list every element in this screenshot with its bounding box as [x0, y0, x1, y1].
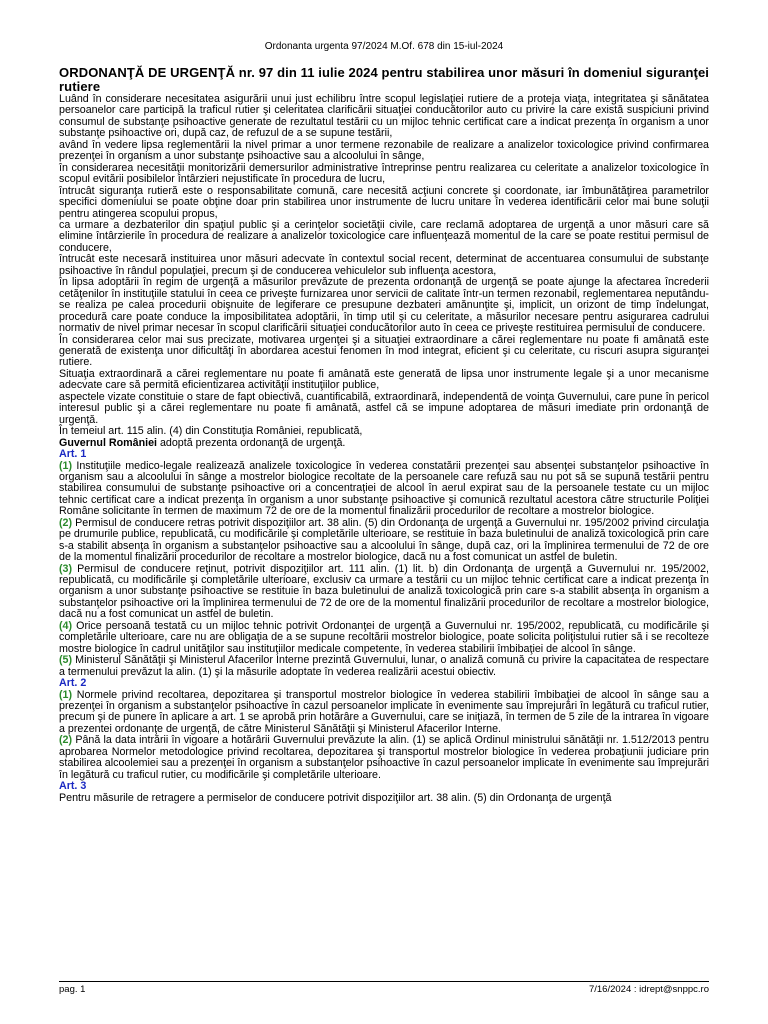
preamble-paragraph: Situaţia extraordinară a cărei reglementare nu poate fi amânată este generată de lipsa unor instrumente legale şi a unor mecanisme adecvate care să permită eficientizarea activităţii instituţiilor publice, — [59, 367, 709, 392]
page-footer — [59, 981, 709, 995]
article-3-heading[interactable]: Art. 3 — [59, 780, 87, 793]
article-paragraph — [59, 735, 709, 781]
paragraph-text: Instituţiile medico-legale realizează analizele toxicologice în vederea constatării prezenţei sau absenţei substanţelor psihoactive în organism sau a alcoolului în sânge a mostrelor biologice recoltate de la persoanele care refuză sau nu pot să se supună testării pentru stabilirea consumului de substanţe psihoactive ori a concentraţiei de alcool în aerul expirat sau de la persoanele testate cu un mijloc tehnic certificat care a indicat prezenţa în organism a unor substanţe psihoactive şi comunică rezultatul acestora către structurile Poliţiei Române solicitante în termen de maximum 72 de ore de la momentul finalizării procedurilor de recoltare a mostrelor biologice. — [59, 459, 709, 518]
article-1-heading[interactable]: Art. 1 — [59, 448, 87, 461]
article-paragraph — [59, 655, 709, 678]
paragraph-number: (1) — [59, 459, 73, 472]
paragraph-number: (2) — [59, 734, 73, 747]
adoption-text: adoptă prezenta ordonanţă de urgenţă. — [157, 436, 346, 449]
paragraph-text: Ministerul Sănătăţii şi Ministerul Afacerilor Interne prezintă Guvernului, lunar, o analiză comună cu privire la capacitatea de respectare a termenului prevăzut la alin. (1) şi la măsurile adoptate în vederea realizării acestui obiectiv. — [59, 654, 709, 678]
article-paragraph: Pentru măsurile de retragere a permiselor de conducere potrivit dispoziţiilor art. 38 alin. (5) din Ordonanţa de urgenţă — [59, 791, 612, 804]
article-2-heading[interactable]: Art. 2 — [59, 677, 87, 690]
preamble-paragraph: în lipsa adoptării în regim de urgenţă a măsurilor prevăzute de prezenta ordonanţă de urgenţă se poate ajunge la afectarea încrederii cetăţenilor în instituţiile statului în ceea ce priveşte furnizarea unor servicii de calitate într-un termen rezonabil, reglementarea neputându-se realiza pe calea procedurii obişnuite de legiferare ce presupune dezbateri amănunţite şi, implicit, un orizont de timp îndelungat, procedură care poate conduce la imposibilitatea adoptării, în timp util şi cu celeritate, a măsurilor necesare pentru asigurarea cadrului normativ de nivel primar necesar în scopul clarificării situaţiei conducătorilor auto în ceea ce priveşte restituirea permisului de conducere. — [59, 276, 709, 335]
preamble-paragraph: În considerarea celor mai sus precizate, motivarea urgenţei şi a situaţiei extraordinare a cărei reglementare nu poate fi amânată este generată de existenţa unor dificultăţi în abordarea acestui fenomen în mod integrat, eficient şi cu celeritate, cu riscuri asupra siguranţei rutiere. — [59, 333, 709, 369]
preamble-paragraph: având în vedere lipsa reglementării la nivel primar a unor termene rezonabile de realizare a analizelor toxicologice privind confirmarea prezenţei în organism a unor substanţe psihoactive sau a alcoolului în sânge, — [59, 138, 709, 163]
paragraph-number: (2) — [59, 516, 73, 529]
article-paragraph — [59, 564, 709, 621]
paragraph-text: Permisul de conducere reţinut, potrivit dispoziţiilor art. 111 alin. (1) lit. b) din Ordonanţa de urgenţă a Guvernului nr. 195/2002, republicată, cu modificările şi completările ulterioare, exclusiv ca urmare a testării cu un mijloc tehnic certificat care a indicat prezenţa în organism a unor substanţe psihoactive se restituie în baza buletinului de analiză toxicologică prin care s-a stabilit absenţa în organism a substanţelor psihoactive ori la împlinirea termenului de 72 de ore de la momentul finalizării procedurilor de recoltare a mostrelor biologice, dacă nu a fost comunicat un astfel de buletin. — [59, 562, 709, 621]
paragraph-text: Normele privind recoltarea, depozitarea şi transportul mostrelor biologice în vederea stabilirii îmbibaţiei de alcool în sânge sau a prezenţei în organism a substanţelor psihoactive în cazul persoanelor implicate în evenimente sau împrejurări în legătură cu traficul rutier, precum şi de punere în aplicare a art. 1 se aprobă prin hotărâre a Guvernului, care se iniţiază, în termen de 5 zile de la intrarea în vigoare a prezentei ordonanţe de urgenţă, de către Ministerul Sănătăţii şi Ministerul Afacerilor Interne. — [59, 688, 709, 735]
preamble-paragraph: ca urmare a dezbaterilor din spaţiul public şi a cerinţelor societăţii civile, care reclamă adoptarea de urgenţă a unor măsuri care să elimine întârzierile în procedura de realizare a analizelor toxicologice care influenţează momentul de la care se poate restitui permisul de conducere, — [59, 218, 709, 254]
preamble-paragraph: aspectele vizate constituie o stare de fapt obiectivă, cuantificabilă, extraordinară, independentă de voinţa Guvernului, care pune în pericol interesul public şi a cărei reglementare nu poate fi amânată, astfel că se impune adoptarea de măsuri imediate prin ordonanţă de urgenţă. — [59, 390, 709, 426]
article-paragraph — [59, 621, 709, 655]
page-header: Ordonanta urgenta 97/2024 M.Of. 678 din 15-iul-2024 — [264, 41, 504, 52]
article-paragraph — [59, 518, 709, 564]
paragraph-text: Permisul de conducere retras potrivit dispoziţiilor art. 38 alin. (5) din Ordonanţa de urgenţă a Guvernului nr. 195/2002 privind circulaţia pe drumurile publice, republicată, cu modificările şi completările ulterioare, se restituie în baza buletinului de analiză toxicologică prin care s-a stabilit absenţa în organism a substanţelor psihoactive sau a alcoolului în sânge, după caz, ori la împlinirea termenului de 72 de ore de la momentul finalizării procedurilor de recoltare a mostrelor biologice, dacă nu a fost comunicat un astfel de buletin. — [59, 516, 709, 564]
paragraph-number: (4) — [59, 619, 73, 632]
adoption-formula — [59, 438, 709, 449]
preamble-paragraph: Luând în considerare necesitatea asigurării unui just echilibru între scopul legislaţiei rutiere de a proteja viaţa, integritatea şi sănătatea persoanelor care participă la traficul rutier şi celeritatea clarificării situaţiei conducătorilor auto cu privire la care există suspiciuni privind consumul de substanţe psihoactive generate de rezultatul testării cu un mijloc tehnic certificat care a indicat prezenţa în organism a unor substanţe psihoactive ori, după caz, de refuzul de a se supune testării, — [59, 93, 709, 140]
paragraph-number: (3) — [59, 562, 73, 575]
paragraph-text: Până la data intrării în vigoare a hotărârii Guvernului prevăzute la alin. (1) se aplică Ordinul ministrului sănătăţii nr. 1.512/2013 pentru aprobarea Normelor metodologice privind recoltarea, depozitarea şi transportul mostrelor biologice în vederea probaţiunii judiciare prin stabilirea alcoolemiei sau a prezenţei în organism a substanţelor psihoactive în cazul persoanelor implicate în evenimente sau împrejurări în legătură cu traficul rutier, cu modificările şi completările ulterioare. — [59, 734, 709, 781]
page-number: pag. 1 — [59, 984, 86, 995]
preamble-paragraph: în considerarea necesităţii monitorizării demersurilor administrative întreprinse pentru realizarea cu celeritate a analizelor toxicologice în scopul evitării posibilelor întârzieri nejustificate în procedura de lucru, — [59, 161, 709, 186]
preamble-paragraph: întrucât este necesară instituirea unor măsuri adecvate în contextul social recent, determinat de accentuarea consumului de substanţe psihoactive în rândul populaţiei, precum şi de conducerea vehiculelor sub influenţa acestora, — [59, 253, 709, 277]
document-body — [59, 66, 709, 804]
document-title: ORDONANŢĂ DE URGENŢĂ nr. 97 din 11 iulie 2024 pentru stabilirea unor măsuri în domeniul siguranţei rutiere — [59, 65, 709, 94]
paragraph-number: (1) — [59, 688, 73, 701]
article-paragraph — [59, 461, 709, 518]
paragraph-number: (5) — [59, 654, 73, 667]
print-stamp: 7/16/2024 : idrept@snppc.ro — [588, 984, 709, 995]
paragraph-text: Orice persoană testată cu un mijloc tehnic potrivit Ordonanţei de urgenţă a Guvernului nr. 195/2002, republicată, cu modificările şi completările ulterioare, care nu are obligaţia de a se supune recoltării mostrelor biologice, poate solicita poliţistului rutier să i se recolteze mostre biologice în cadrul unităţilor sau instituţiilor medicale competente, în vederea stabilirii îmbibaţiei de alcool în sânge. — [59, 619, 709, 655]
preamble-paragraph: În temeiul art. 115 alin. (4) din Constituţia României, republicată, — [59, 425, 363, 438]
government-name: Guvernul României — [59, 436, 157, 449]
preamble-paragraph: întrucât siguranţa rutieră este o responsabilitate comună, care necesită acţiuni concrete şi coordonate, iar îmbunătăţirea parametrilor specifici domeniului se poate obţine doar prin stabilirea unor instrumente de lucru unitare în vederea identificării celor mai bune soluţii pentru atingerea scopului propus, — [59, 184, 709, 220]
article-paragraph — [59, 690, 709, 736]
